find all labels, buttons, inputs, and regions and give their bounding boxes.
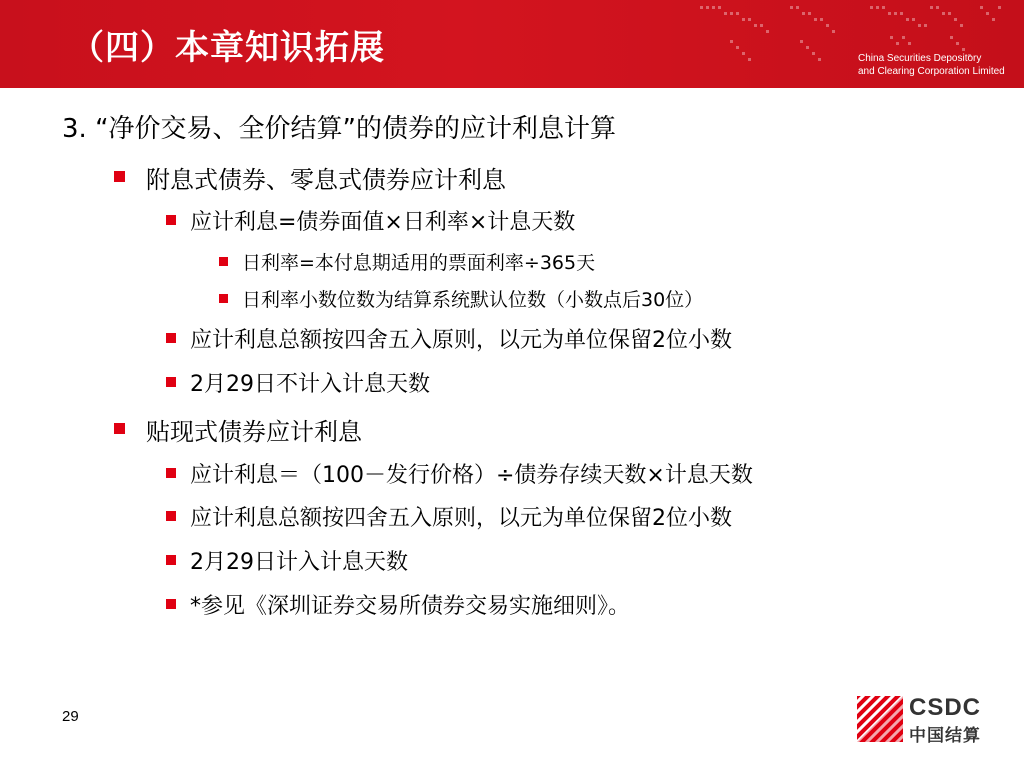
csdc-logo-icon: [857, 696, 903, 742]
section1-subitem-1: 日利率=本付息期适用的票面利率÷365天: [242, 252, 596, 274]
square-bullet-icon: [219, 294, 228, 303]
logo-text-cn: 中国结算: [909, 726, 981, 746]
section1-item-3: 2月29日不计入计息天数: [190, 372, 430, 397]
square-bullet-icon: [166, 599, 176, 609]
section2-item-3: 2月29日计入计息天数: [190, 550, 408, 575]
company-name-en-line2: and Clearing Corporation Limited: [858, 66, 1005, 77]
section2-title: 贴现式债券应计利息: [146, 418, 362, 446]
section1-subitem-2: 日利率小数位数为结算系统默认位数（小数点后30位）: [242, 289, 704, 311]
square-bullet-icon: [166, 511, 176, 521]
logo-text-en: CSDC: [909, 694, 982, 721]
slide-title: （四）本章知识拓展: [70, 28, 385, 68]
square-bullet-icon: [114, 423, 125, 434]
section2-item-4: *参见《深圳证券交易所债券交易实施细则》。: [190, 594, 631, 619]
section2-item-1: 应计利息＝（100－发行价格）÷债券存续天数×计息天数: [190, 463, 753, 488]
square-bullet-icon: [166, 468, 176, 478]
company-name-en-line1: China Securities Depository: [858, 53, 982, 64]
square-bullet-icon: [166, 555, 176, 565]
content-heading: 3. “净价交易、全价结算”的债券的应计利息计算: [62, 114, 617, 144]
section2-item-2: 应计利息总额按四舍五入原则，以元为单位保留2位小数: [190, 506, 732, 531]
section1-item-2: 应计利息总额按四舍五入原则，以元为单位保留2位小数: [190, 328, 732, 353]
section1-title: 附息式债券、零息式债券应计利息: [146, 166, 506, 194]
square-bullet-icon: [166, 333, 176, 343]
square-bullet-icon: [166, 377, 176, 387]
square-bullet-icon: [219, 257, 228, 266]
square-bullet-icon: [114, 171, 125, 182]
square-bullet-icon: [166, 215, 176, 225]
page-number: 29: [62, 708, 79, 725]
csdc-logo: [857, 696, 997, 744]
section1-item-1: 应计利息=债券面值×日利率×计息天数: [190, 210, 576, 235]
